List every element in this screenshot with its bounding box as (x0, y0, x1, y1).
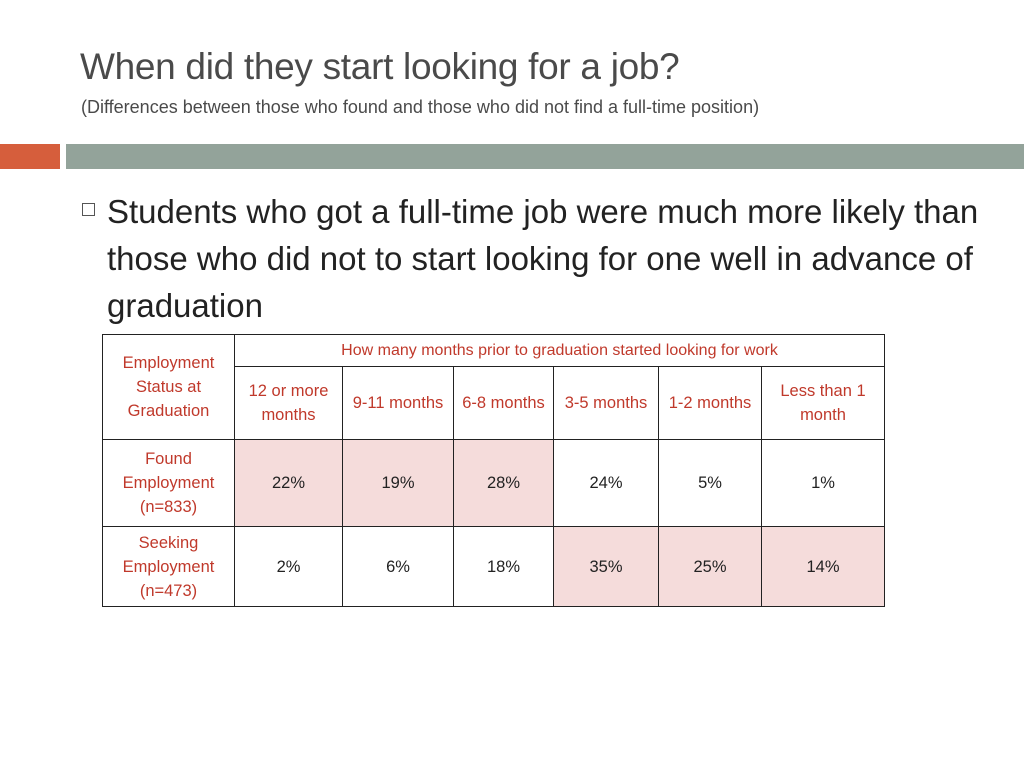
column-header: 12 or more months (235, 367, 343, 440)
table-cell: 35% (554, 527, 659, 607)
column-header: 9-11 months (343, 367, 454, 440)
table-row (103, 527, 885, 607)
corner-header: Employment Status at Graduation (103, 335, 235, 440)
table-cell: 1% (762, 440, 885, 527)
accent-bar-orange (0, 144, 60, 169)
data-table (102, 334, 885, 607)
table-header-row (103, 335, 885, 367)
table-cell: 28% (454, 440, 554, 527)
column-header: 6-8 months (454, 367, 554, 440)
table-cell: 6% (343, 527, 454, 607)
bullet-square-icon (82, 203, 95, 216)
column-header: 3-5 months (554, 367, 659, 440)
slide-title: When did they start looking for a job? (80, 46, 680, 87)
bullet-text: Students who got a full-time job were much more likely than those who did not to start looking for one well in advance of graduation (107, 193, 979, 324)
column-header: Less than 1 month (762, 367, 885, 440)
span-header: How many months prior to graduation started looking for work (235, 335, 885, 367)
table-cell: 5% (659, 440, 762, 527)
column-header: 1-2 months (659, 367, 762, 440)
row-label: Found Employment (n=833) (103, 440, 235, 527)
table-cell: 18% (454, 527, 554, 607)
slide-subtitle: (Differences between those who found and those who did not find a full-time position) (81, 97, 760, 117)
table-cell: 14% (762, 527, 885, 607)
table-cell: 22% (235, 440, 343, 527)
table-cell: 2% (235, 527, 343, 607)
table-cell: 24% (554, 440, 659, 527)
table-cell: 19% (343, 440, 454, 527)
table-row (103, 440, 885, 527)
accent-bar-gray (66, 144, 1024, 169)
table-cell: 25% (659, 527, 762, 607)
row-label: Seeking Employment (n=473) (103, 527, 235, 607)
